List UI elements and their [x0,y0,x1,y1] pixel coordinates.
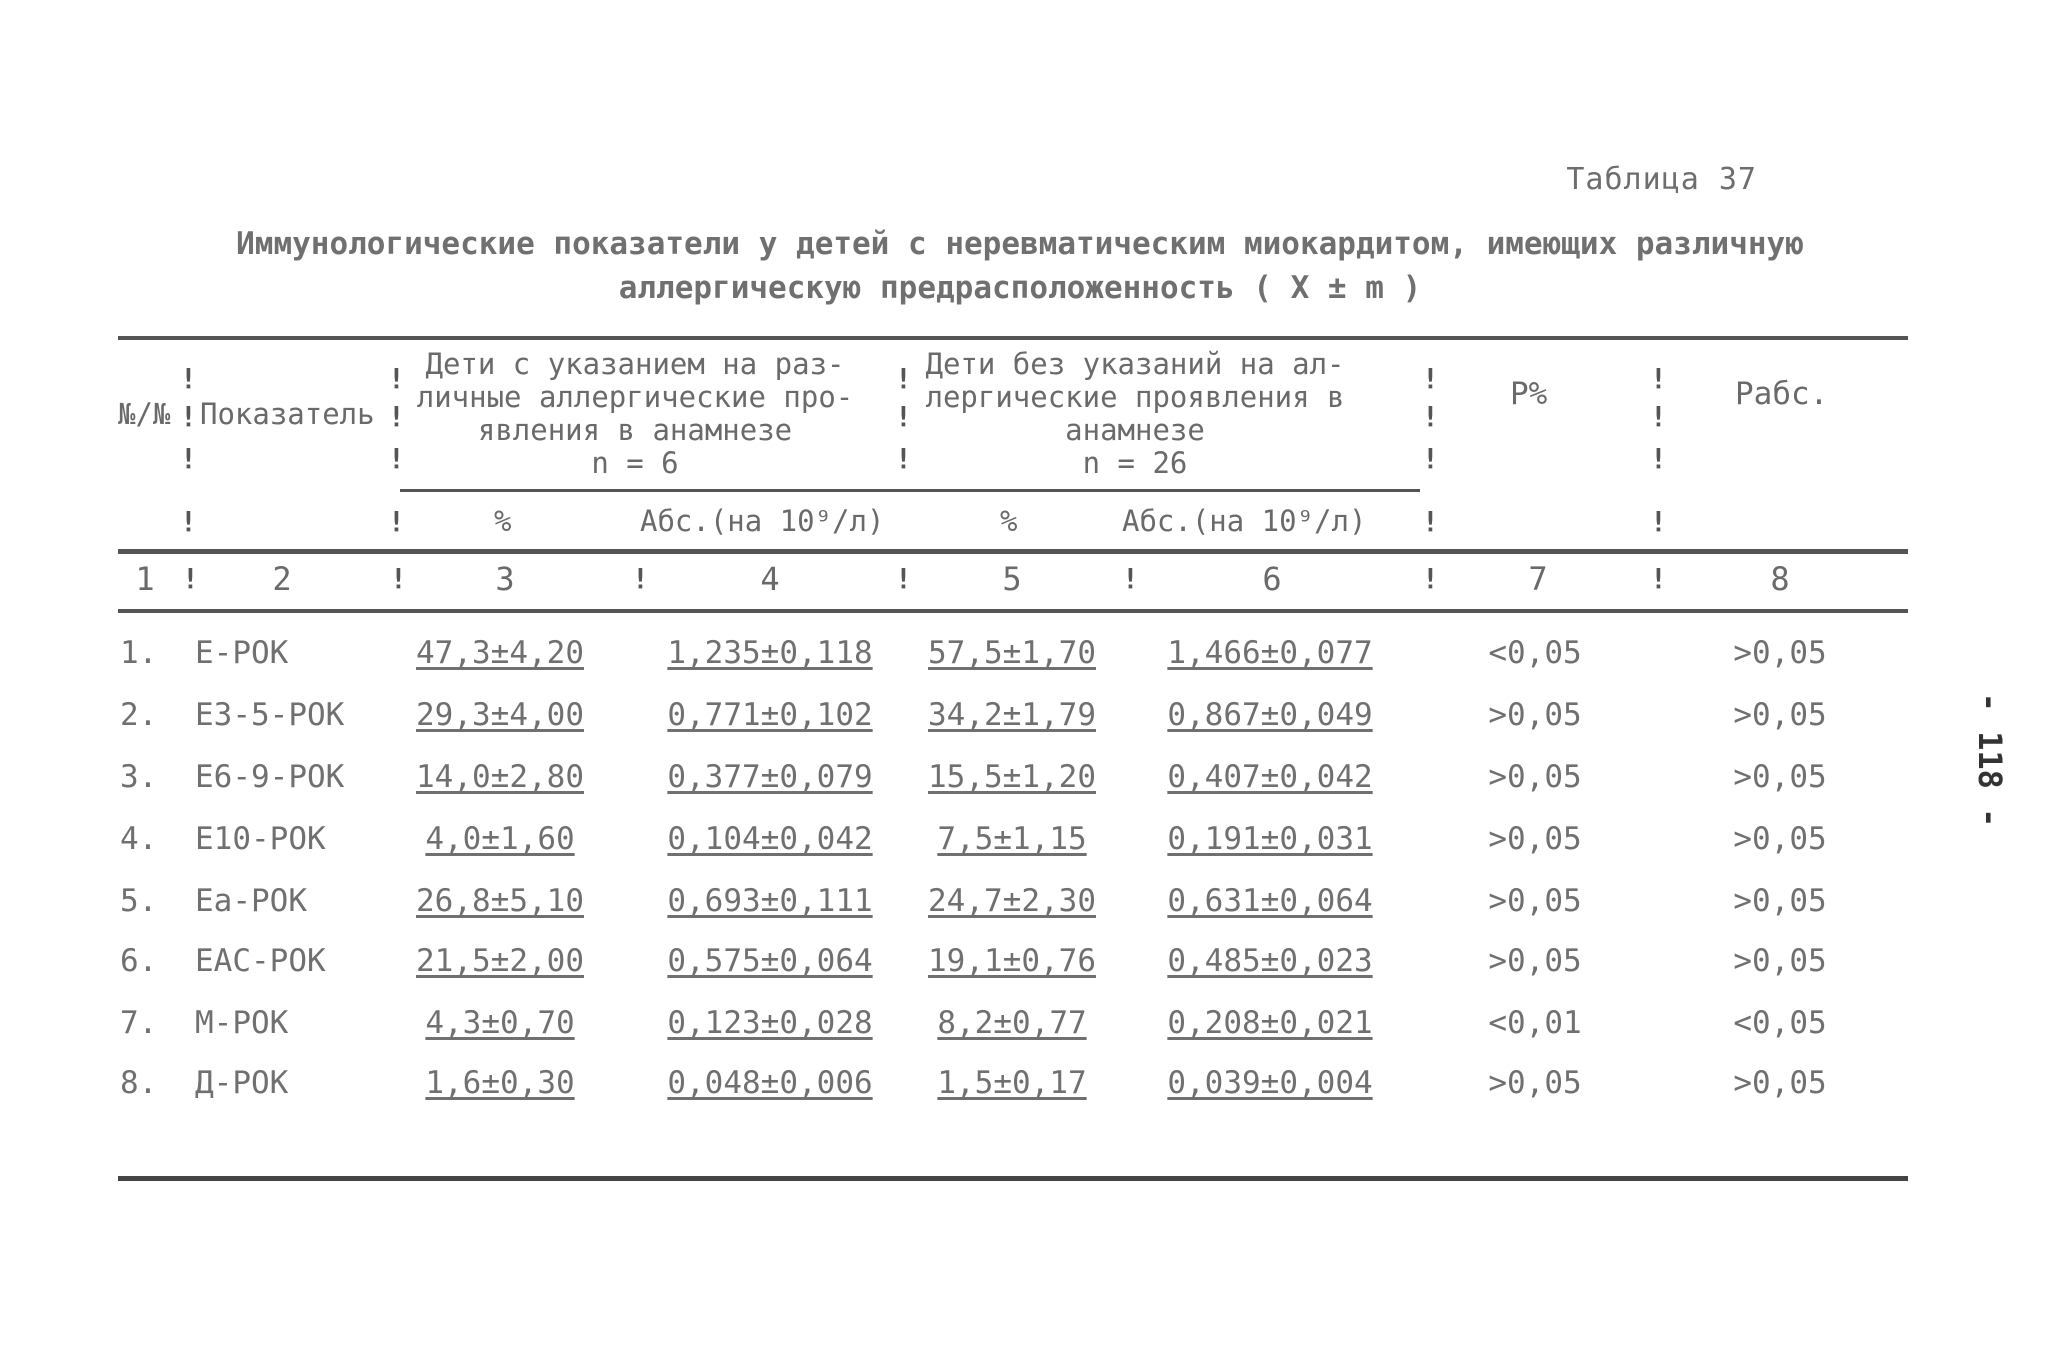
table-row [0,1065,2062,1115]
row-g2-percent: 19,1±0,76 [928,943,1096,979]
group2-n: n = 26 [1082,446,1188,480]
column-number-8: 8 [1770,560,1790,598]
row-g2-abs: 0,485±0,023 [1167,943,1373,979]
row-p-percent: >0,05 [1488,821,1582,857]
header-group1 [400,348,870,480]
row-g2-percent: 1,5±0,17 [937,1065,1087,1101]
row-p-percent: <0,05 [1488,635,1582,671]
group2-sub-abs: Абс.(на 10⁹/л) [1122,504,1367,538]
row-indicator: М-РОК [195,1005,289,1041]
header-group2 [900,348,1370,480]
column-number-1: 1 [135,560,155,598]
row-g2-abs: 1,466±0,077 [1167,635,1373,671]
row-p-abs: <0,05 [1733,1005,1827,1041]
table-row [0,821,2062,871]
group1-n: n = 6 [591,446,679,480]
row-p-abs: >0,05 [1733,883,1827,919]
table-row [0,697,2062,747]
group-subheader-rule [400,489,1420,492]
row-g2-abs: 0,208±0,021 [1167,1005,1373,1041]
row-indicator: Еа-РОК [195,883,307,919]
header-indicator: Показатель [200,397,375,431]
row-p-percent: <0,01 [1488,1005,1582,1041]
row-g2-percent: 8,2±0,77 [937,1005,1087,1041]
group1-line-2: личные аллергические про- [416,380,854,414]
row-indicator: Е-РОК [195,635,289,671]
page-number: - 118 - [1971,692,2009,828]
row-num: 7. [120,1005,158,1041]
row-g1-percent: 4,0±1,60 [425,821,575,857]
row-g1-percent: 47,3±4,20 [416,635,584,671]
row-g2-percent: 24,7±2,30 [928,883,1096,919]
row-g2-percent: 57,5±1,70 [928,635,1096,671]
row-g2-abs: 0,407±0,042 [1167,759,1373,795]
table-row [0,635,2062,685]
table-row [0,883,2062,933]
row-g2-abs: 0,867±0,049 [1167,697,1373,733]
row-p-abs: >0,05 [1733,943,1827,979]
column-number-4: 4 [760,560,780,598]
row-g1-percent: 21,5±2,00 [416,943,584,979]
row-g1-percent: 26,8±5,10 [416,883,584,919]
document-page: Таблица 37 Иммунологические показатели у детей с неревматическим миокардитом, имеющих различную аллергическую предрасположенность ( X ± m ) - 118 - №/№ Показатель Дети с указанием на раз- личные аллергические про- явления в анамнезе n = 6 Дети без указаний на ал- лергические проявления в анамнезе n = 26 P% Pабс. % Абс.(на 10⁹/л) % Абс.(на 10⁹/л) ! ! ! ! ! ! ! ! ! ! ! ! ! ! ! ! ! ! ! ! ! ! ! ! ! ! 1 2 3 4 5 6 7 8 1. Е-РОК 47,3±4,20 1,235±0,118 57,5±1,70 1,466±0,077 <0,05 >0,05 2. Е3-5-РОК 29,3±4,00 0,771±0,102 34,2±1,79 0,867±0,049 >0,05 >0,05 3. Е6-9-РОК 14,0±2,80 0,377±0,079 15,5±1,20 0,407±0,042 >0,05 >0,05 4. Е10-РОК 4,0±1,60 0,104±0,042 7,5±1,15 0,191±0,031 >0,05 >0,05 5. Еа-РОК 26,8±5,10 0,693±0,111 24,7±2,30 0,631±0,064 >0,05 >0,05 6. ЕАС-РОК 21,5±2,00 0,575±0,064 19,1±0,76 0,485±0,023 >0,05 >0,05 7. М-РОК 4,3±0,70 0,123±0,028 8,2±0,77 0,208±0,021 <0,01 <0,05 8. Д-РОК 1,6±0,30 0,048±0,006 1,5±0,17 0,039±0,004 >0,05 >0,05 [0,0,2062,1350]
group2-sub-percent: % [1000,504,1018,538]
header-num: №/№ [118,397,171,431]
row-g1-percent: 29,3±4,00 [416,697,584,733]
header-bottom-rule [118,549,1908,554]
row-g1-abs: 0,575±0,064 [667,943,873,979]
column-number-2: 2 [272,560,292,598]
caption-line-2: аллергическую предрасположенность ( X ± m ) [618,270,1422,306]
table-row [0,943,2062,993]
group2-line-2: лергические проявления в [925,380,1345,414]
row-num: 4. [120,821,158,857]
header-p-abs: Pабс. [1735,376,1829,412]
row-p-percent: >0,05 [1488,883,1582,919]
table-bottom-rule [118,1176,1908,1181]
row-g2-percent: 34,2±1,79 [928,697,1096,733]
row-indicator: ЕАС-РОК [195,943,326,979]
row-indicator: Е3-5-РОК [195,697,345,733]
row-g2-percent: 15,5±1,20 [928,759,1096,795]
row-num: 5. [120,883,158,919]
row-p-abs: >0,05 [1733,821,1827,857]
row-num: 2. [120,697,158,733]
row-p-percent: >0,05 [1488,943,1582,979]
row-indicator: Е6-9-РОК [195,759,345,795]
group1-line-3: явления в анамнезе [477,413,793,447]
column-number-5: 5 [1002,560,1022,598]
group1-line-1: Дети с указанием на раз- [425,347,845,381]
group2-line-3: анамнезе [1065,413,1205,447]
row-p-percent: >0,05 [1488,759,1582,795]
row-indicator: Е10-РОК [195,821,326,857]
row-g1-abs: 0,123±0,028 [667,1005,873,1041]
table-row [0,759,2062,809]
group1-sub-percent: % [494,504,512,538]
row-p-percent: >0,05 [1488,697,1582,733]
row-p-abs: >0,05 [1733,697,1827,733]
row-num: 3. [120,759,158,795]
row-g1-abs: 0,104±0,042 [667,821,873,857]
table-label: Таблица 37 [1566,162,1757,197]
table-row [0,1005,2062,1055]
row-num: 1. [120,635,158,671]
row-p-abs: >0,05 [1733,1065,1827,1101]
row-g2-abs: 0,191±0,031 [1167,821,1373,857]
row-p-abs: >0,05 [1733,635,1827,671]
row-g1-abs: 0,693±0,111 [667,883,873,919]
row-g1-percent: 4,3±0,70 [425,1005,575,1041]
group1-sub-abs: Абс.(на 10⁹/л) [640,504,885,538]
column-number-3: 3 [495,560,515,598]
row-g1-abs: 0,048±0,006 [667,1065,873,1101]
row-p-percent: >0,05 [1488,1065,1582,1101]
column-number-6: 6 [1262,560,1282,598]
row-g2-abs: 0,631±0,064 [1167,883,1373,919]
row-num: 8. [120,1065,158,1101]
column-number-7: 7 [1528,560,1548,598]
header-p-percent: P% [1510,376,1548,412]
row-indicator: Д-РОК [195,1065,289,1101]
group2-line-1: Дети без указаний на ал- [925,347,1345,381]
row-g1-percent: 14,0±2,80 [416,759,584,795]
table-top-rule [118,336,1908,340]
column-number-rule [118,609,1908,613]
caption-line-1: Иммунологические показатели у детей с неревматическим миокардитом, имеющих различную [236,226,1804,262]
row-p-abs: >0,05 [1733,759,1827,795]
row-g1-abs: 0,377±0,079 [667,759,873,795]
table-caption [120,222,1920,310]
row-g2-abs: 0,039±0,004 [1167,1065,1373,1101]
row-g1-abs: 0,771±0,102 [667,697,873,733]
row-g1-percent: 1,6±0,30 [425,1065,575,1101]
row-num: 6. [120,943,158,979]
row-g1-abs: 1,235±0,118 [667,635,873,671]
row-g2-percent: 7,5±1,15 [937,821,1087,857]
